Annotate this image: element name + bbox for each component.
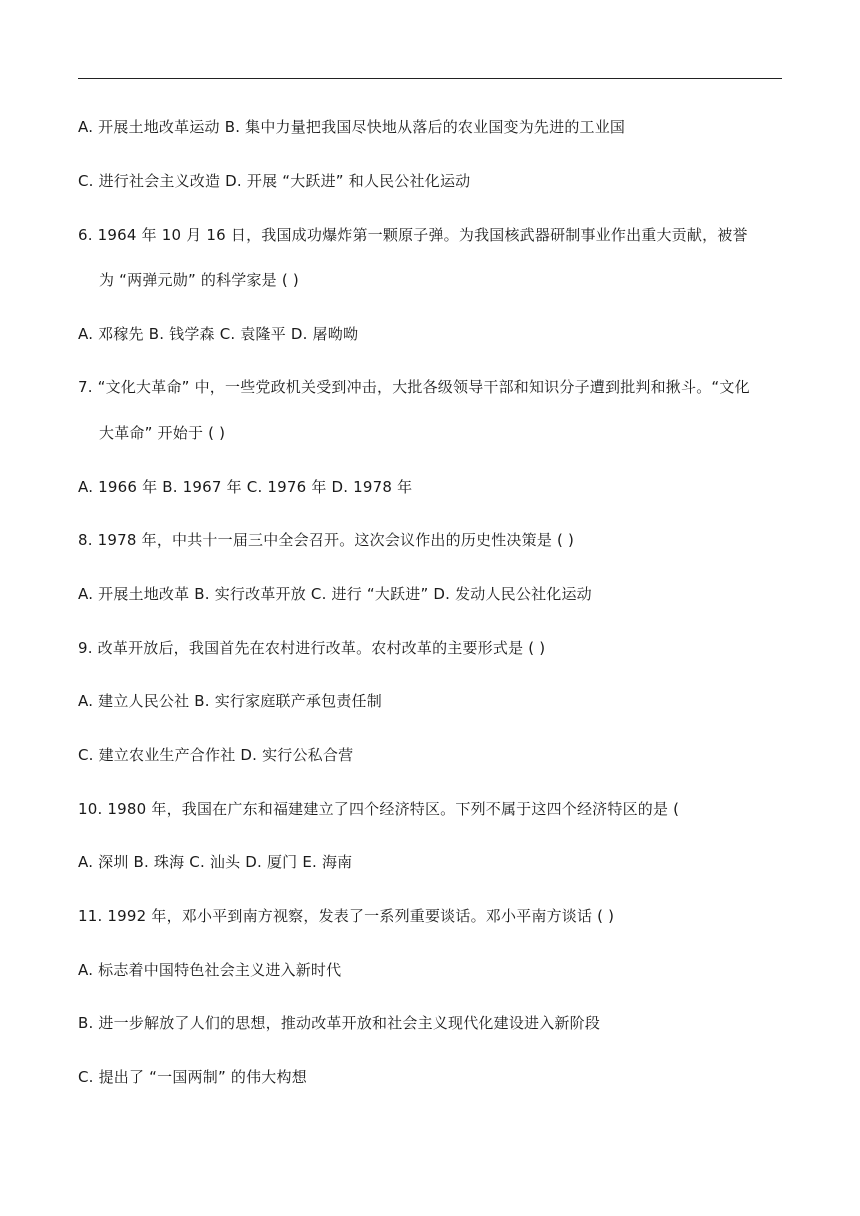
- q7-stem-continued: 大革命” 开始于 ( ): [99, 424, 226, 442]
- q11-stem: 11. 1992 年，邓小平到南方视察，发表了一系列重要谈话。邓小平南方谈话 ( ): [78, 907, 615, 925]
- q6-stem: 6. 1964 年 10 月 16 日，我国成功爆炸第一颗原子弹。为我国核武器研制事业作出重大贡献，被誉: [78, 226, 748, 244]
- q6-options: A. 邓稼先 B. 钱学森 C. 袁隆平 D. 屠呦呦: [78, 325, 359, 343]
- q11-option-a: A. 标志着中国特色社会主义进入新时代: [78, 961, 342, 979]
- q11-option-c: C. 提出了 “一国两制” 的伟大构想: [78, 1068, 307, 1086]
- header-rule: [78, 78, 782, 79]
- q10-options: A. 深圳 B. 珠海 C. 汕头 D. 厦门 E. 海南: [78, 853, 353, 871]
- q5-options-ab: A. 开展土地改革运动 B. 集中力量把我国尽快地从落后的农业国变为先进的工业国: [78, 118, 626, 136]
- q9-stem: 9. 改革开放后，我国首先在农村进行改革。农村改革的主要形式是 ( ): [78, 639, 546, 657]
- q11-option-b: B. 进一步解放了人们的思想，推动改革开放和社会主义现代化建设进入新阶段: [78, 1014, 601, 1032]
- q8-stem: 8. 1978 年，中共十一届三中全会召开。这次会议作出的历史性决策是 ( ): [78, 531, 575, 549]
- q9-options-cd: C. 建立农业生产合作社 D. 实行公私合营: [78, 746, 354, 764]
- q7-options: A. 1966 年 B. 1967 年 C. 1976 年 D. 1978 年: [78, 478, 413, 496]
- q5-options-cd: C. 进行社会主义改造 D. 开展 “大跃进” 和人民公社化运动: [78, 172, 471, 190]
- q9-options-ab: A. 建立人民公社 B. 实行家庭联产承包责任制: [78, 692, 382, 710]
- q8-options: A. 开展土地改革 B. 实行改革开放 C. 进行 “大跃进” D. 发动人民公社化运动: [78, 585, 592, 603]
- q6-stem-continued: 为 “两弹元勋” 的科学家是 ( ): [99, 271, 299, 289]
- q7-stem: 7. “文化大革命” 中，一些党政机关受到冲击，大批各级领导干部和知识分子遭到批判和揪斗。“文化: [78, 378, 750, 396]
- q10-stem: 10. 1980 年，我国在广东和福建建立了四个经济特区。下列不属于这四个经济特区的是 (: [78, 800, 680, 818]
